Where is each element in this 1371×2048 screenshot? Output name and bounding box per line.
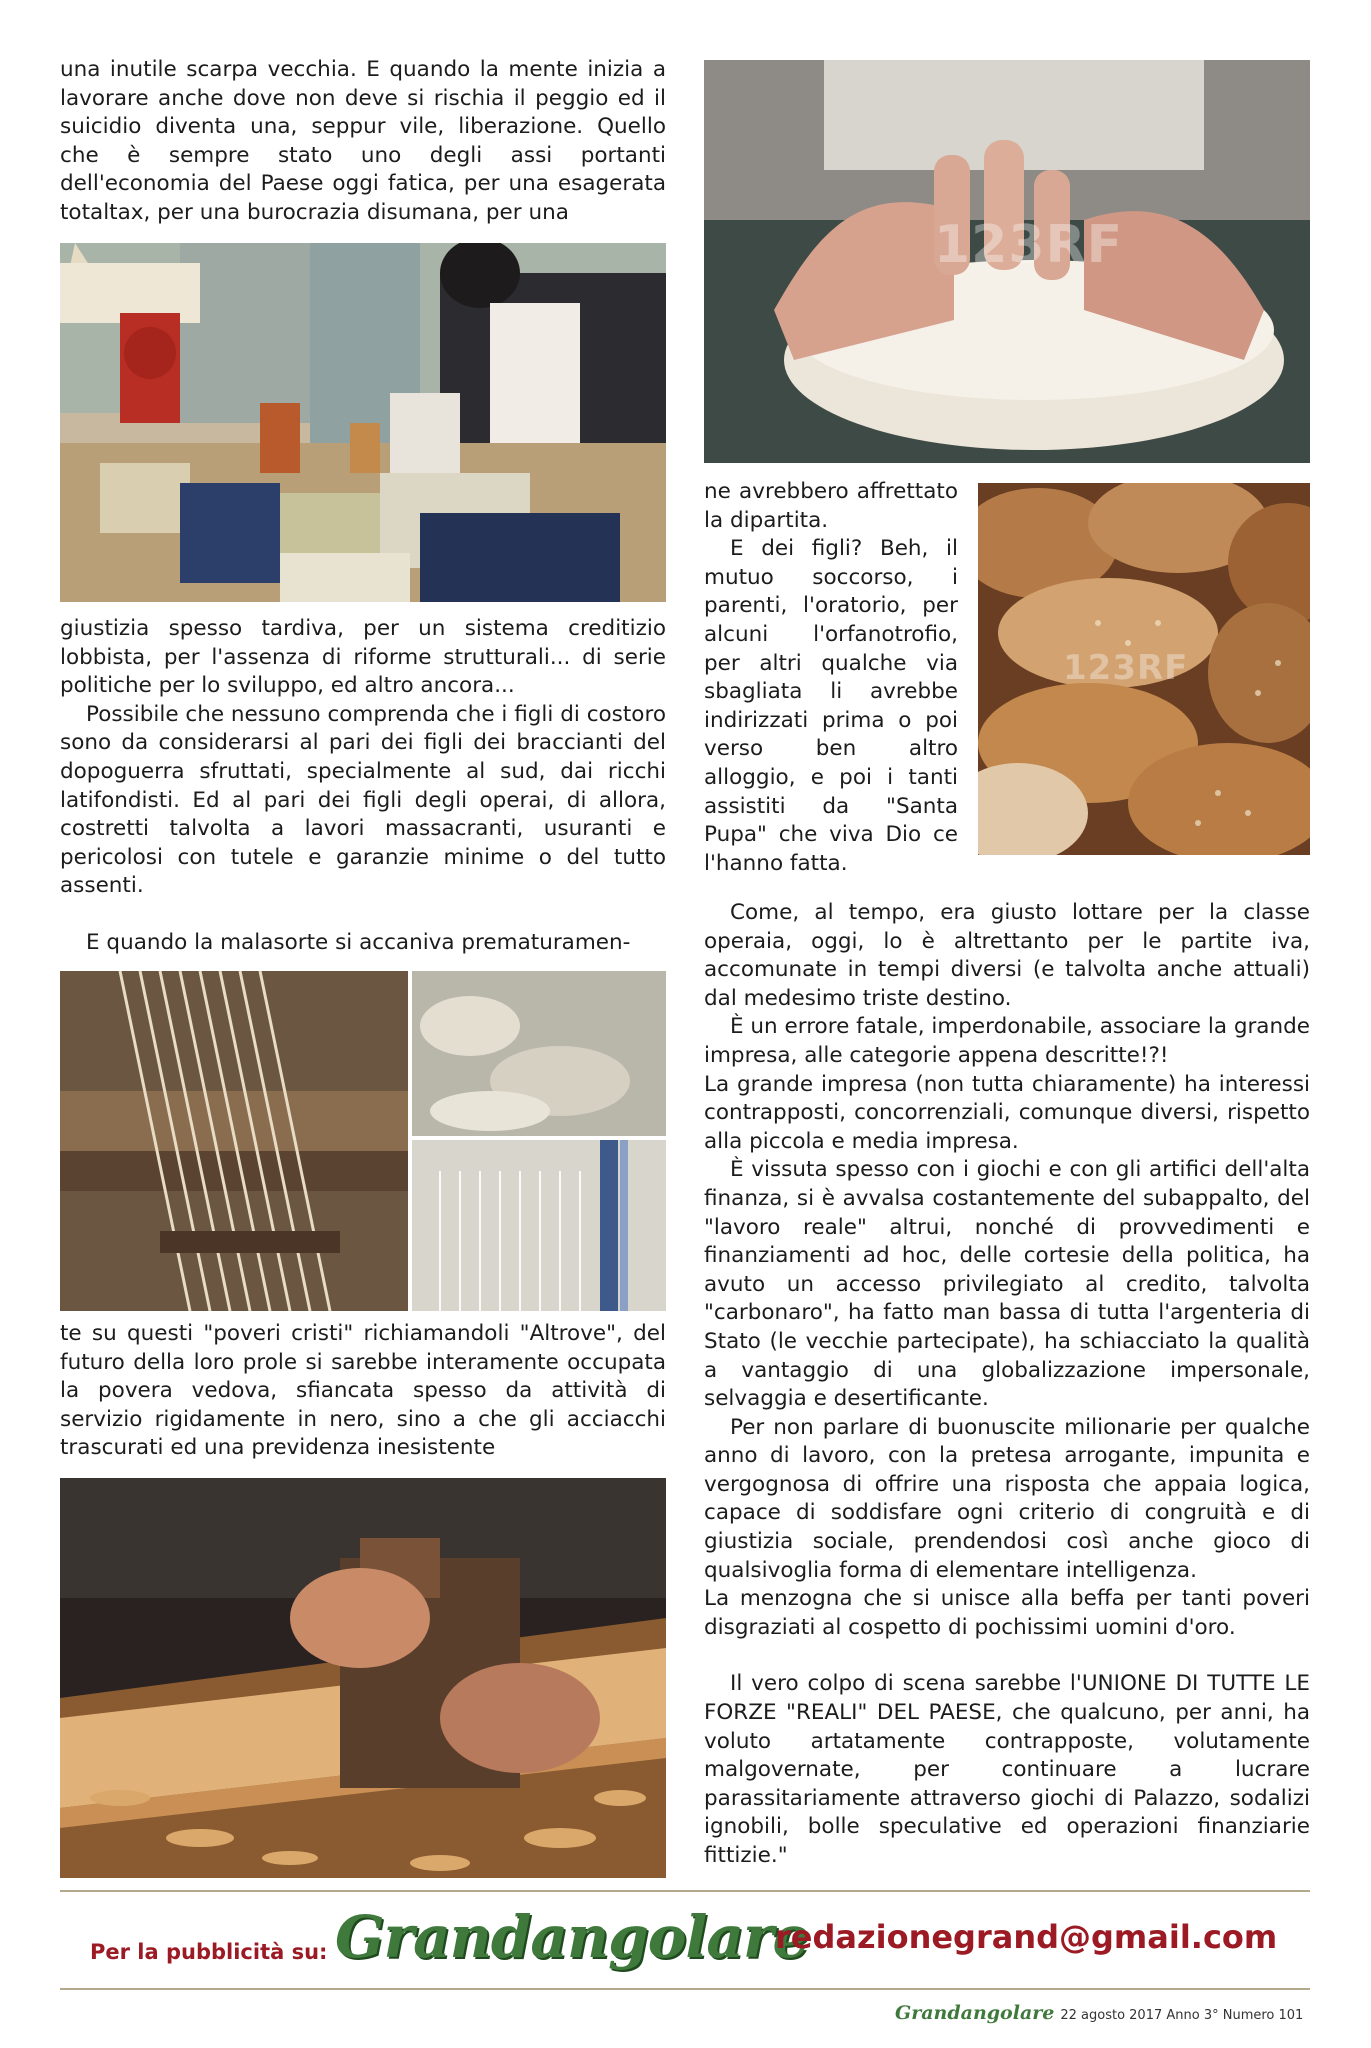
text-block-narrow-right [704, 478, 958, 878]
text-block-wide-right [704, 899, 1310, 1871]
paragraph: giustizia spesso tardiva, per un sistema creditizio lobbista, per l'assenza di riforme strutturali... di serie politiche per lo sviluppo, ed altro ancora... [60, 616, 666, 699]
contact-email[interactable]: redazionegrand@gmail.com [775, 1918, 1278, 1956]
paragraph: Come, al tempo, era giusto lottare per la classe operaia, oggi, lo è altrettanto per le partite iva, accomunate in tempi diversi (e talvolta anche attuali) dal medesimo triste destino. [704, 900, 1310, 1011]
photo-hands-kneading-dough [704, 60, 1310, 463]
paragraph: una inutile scarpa vecchia. E quando la mente inizia a lavorare anche dove non deve si rischia il peggio ed il suicidio diventa una, seppur vile, liberazione. Quello che è sempre stato uno degli assi portanti dell'economia del Paese oggi fatica, per una esagerata totaltax, per una burocrazia disumana, per una [60, 57, 666, 225]
text-block-lower-left [60, 1320, 666, 1463]
paragraph: La menzogna che si unisce alla beffa per tanti poveri disgraziati al cospetto di pochissimi uomini d'oro. [704, 1586, 1310, 1640]
issue-info [895, 2002, 1303, 2024]
paragraph: Il vero colpo di scena sarebbe l'UNIONE DI TUTTE LE FORZE "REALI" DEL PAESE, che qualcuno, per anni, ha voluto artatamente contrapposte, volutamente malgovernate, per continuare a lucrare parassitariamente attraverso giochi di Palazzo, sodalizi ignobili, bolle speculative ed operazioni finanziarie fittizie." [704, 1671, 1310, 1868]
watermark-text: 123RF [1063, 648, 1189, 688]
issue-details: 22 agosto 2017 Anno 3° Numero 101 [1060, 2008, 1304, 2023]
watermark-text: 123RF [934, 215, 1124, 275]
photo-loom-collage [60, 971, 666, 1311]
photo-bread-loaves [978, 483, 1310, 855]
text-block-top-left [60, 56, 666, 228]
paragraph: Possibile che nessuno comprenda che i figli di costoro sono da considerarsi al pari dei figli dei braccianti del dopoguerra sfruttati, specialmente al sud, dai ricchi latifondisti. Ed al pari dei figli degli operai, di allora, costretti talvolta a lavori massacranti, usuranti e pericolosi con tutele e garanzie minime o del tutto assenti. [60, 701, 666, 899]
paragraph: La grande impresa (non tutta chiaramente) ha interessi contrapposti, concorrenziali, comunque diversi, rispetto alla piccola e media impresa. [704, 1071, 1310, 1154]
paragraph: ne avrebbero affrettato la dipartita. [704, 479, 958, 533]
photo-carpenter-planing-wood [60, 1478, 666, 1878]
footer-top-rule [60, 1890, 1310, 1892]
photo-artisan-decorating-boxes [60, 243, 666, 602]
issue-brand: Grandangolare [895, 2002, 1055, 2024]
ad-label: Per la pubblicità su: [90, 1940, 328, 1964]
text-block-middle-left [60, 615, 666, 958]
paragraph: E dei figli? Beh, il mutuo soccorso, i parenti, l'oratorio, per alcuni l'orfanotrofio, per altri qualche via sbagliata li avrebbe indirizzati prima o poi verso ben altro alloggio, e poi i tanti assistiti da "Santa Pupa" che viva Dio ce l'hanno fatta. [704, 536, 958, 876]
paragraph: Per non parlare di buonuscite milionarie per qualche anno di lavoro, con la pretesa arrogante, impunita e vergognosa di offrire una risposta che appaia logica, capace di soddisfare ogni criterio di congruità e di giustizia sociale, prendendosi così anche gioco di qualsivoglia forma di elementare intelligenza. [704, 1414, 1310, 1583]
brand-logo: Grandangolare [335, 1903, 809, 1971]
paragraph: E quando la malasorte si accaniva prematuramen- [86, 929, 631, 955]
paragraph: È vissuta spesso con i giochi e con gli artifici dell'alta finanza, si è avvalsa costantemente del subappalto, del "lavoro reale" altrui, nonché di provvedimenti e finanziamenti ad hoc, delle cortesie della politica, ha avuto un accesso privilegiato al credito, talvolta "carbonaro", ha fatto man bassa di tutta l'argenteria di Stato (le vecchie partecipate), ha schiacciato la qualità a vantaggio di una globalizzazione impersonale, selvaggia e desertificante. [704, 1157, 1310, 1412]
footer-bottom-rule [60, 1988, 1310, 1990]
paragraph: È un errore fatale, imperdonabile, associare la grande impresa, alle categorie appena descritte!?! [704, 1014, 1310, 1068]
paragraph: te su questi "poveri cristi" richiamandoli "Altrove", del futuro della loro prole si sarebbe interamente occupata la povera vedova, sfiancata spesso da attività di servizio rigidamente in nero, sino a che gli acciacchi trascurati ed una previdenza inesistente [60, 1321, 666, 1461]
spacer [704, 1642, 1310, 1670]
